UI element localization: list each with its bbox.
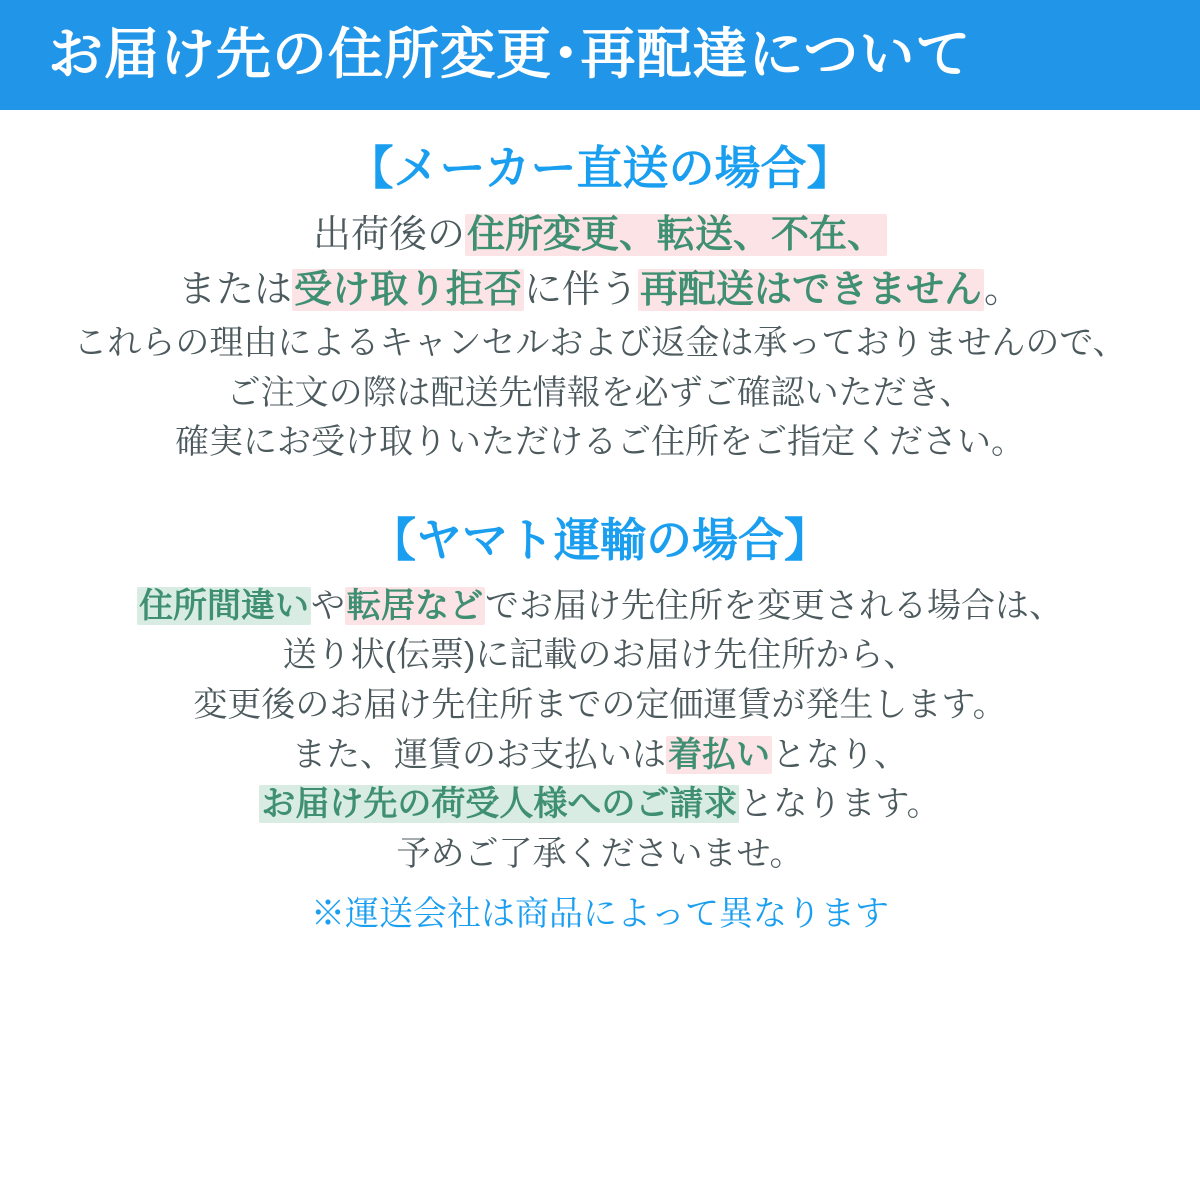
text-line: [10, 263, 1190, 318]
line-segment: となります。: [739, 785, 941, 824]
text-line: [10, 319, 1190, 369]
line-segment: また、運賃のお支払いは: [292, 735, 666, 774]
line-segment-highlight: お届け先の荷受人様へのご請求: [261, 785, 738, 824]
text-line: [10, 830, 1190, 880]
line-segment: 予めご了承くださいませ。: [396, 834, 804, 873]
text-line: [10, 631, 1190, 681]
line-segment-highlight: 住所間違い: [139, 586, 309, 625]
line-segment: 送り状(伝票)に記載のお届け先住所から、: [282, 636, 918, 675]
line-segment: でお届け先住所を変更される場合は、: [485, 586, 1063, 625]
line-segment-highlight: 着払い: [668, 735, 770, 774]
text-line: [10, 731, 1190, 781]
page-title: お届け先の住所変更･再配達について: [48, 23, 972, 86]
line-segment: 確実にお受け取りいただけるご住所をご指定ください。: [175, 423, 1025, 462]
line-segment: に伴う: [523, 269, 638, 312]
page-header: [0, 0, 1200, 110]
notice-content: [0, 132, 1200, 935]
line-segment: または: [177, 269, 292, 312]
text-line: [10, 681, 1190, 731]
line-segment: となり、: [772, 735, 908, 774]
text-line: [10, 582, 1190, 632]
line-segment-highlight: 再配送はできません: [640, 269, 983, 312]
section-title-yamato: 【ヤマト運輸の場合】: [370, 513, 830, 566]
line-segment-highlight: 住所変更、転送、不在、: [467, 214, 886, 256]
line-segment-highlight: 受け取り拒否: [293, 269, 522, 312]
section-body-maker: [10, 208, 1190, 468]
text-line: [10, 369, 1190, 419]
footer-note: ※運送会社は商品によって異なります: [311, 894, 889, 933]
text-line: [10, 418, 1190, 468]
line-segment: ご注文の際は配送先情報を必ずご確認いただき、: [226, 373, 974, 412]
line-segment: 変更後のお届け先住所までの定価運賃が発生します。: [193, 686, 1007, 725]
text-line: [10, 208, 1190, 263]
line-segment: や: [311, 586, 345, 625]
section-title-maker: 【メーカー直送の場合】: [347, 142, 853, 194]
line-segment: これらの理由によるキャンセルおよび返金は承っておりませんので、: [73, 323, 1127, 362]
section-body-yamato: [10, 582, 1190, 880]
line-segment: 。: [984, 269, 1023, 312]
line-segment-highlight: 転居など: [347, 586, 483, 625]
text-line: [10, 780, 1190, 830]
line-segment: 出荷後の: [312, 214, 465, 256]
